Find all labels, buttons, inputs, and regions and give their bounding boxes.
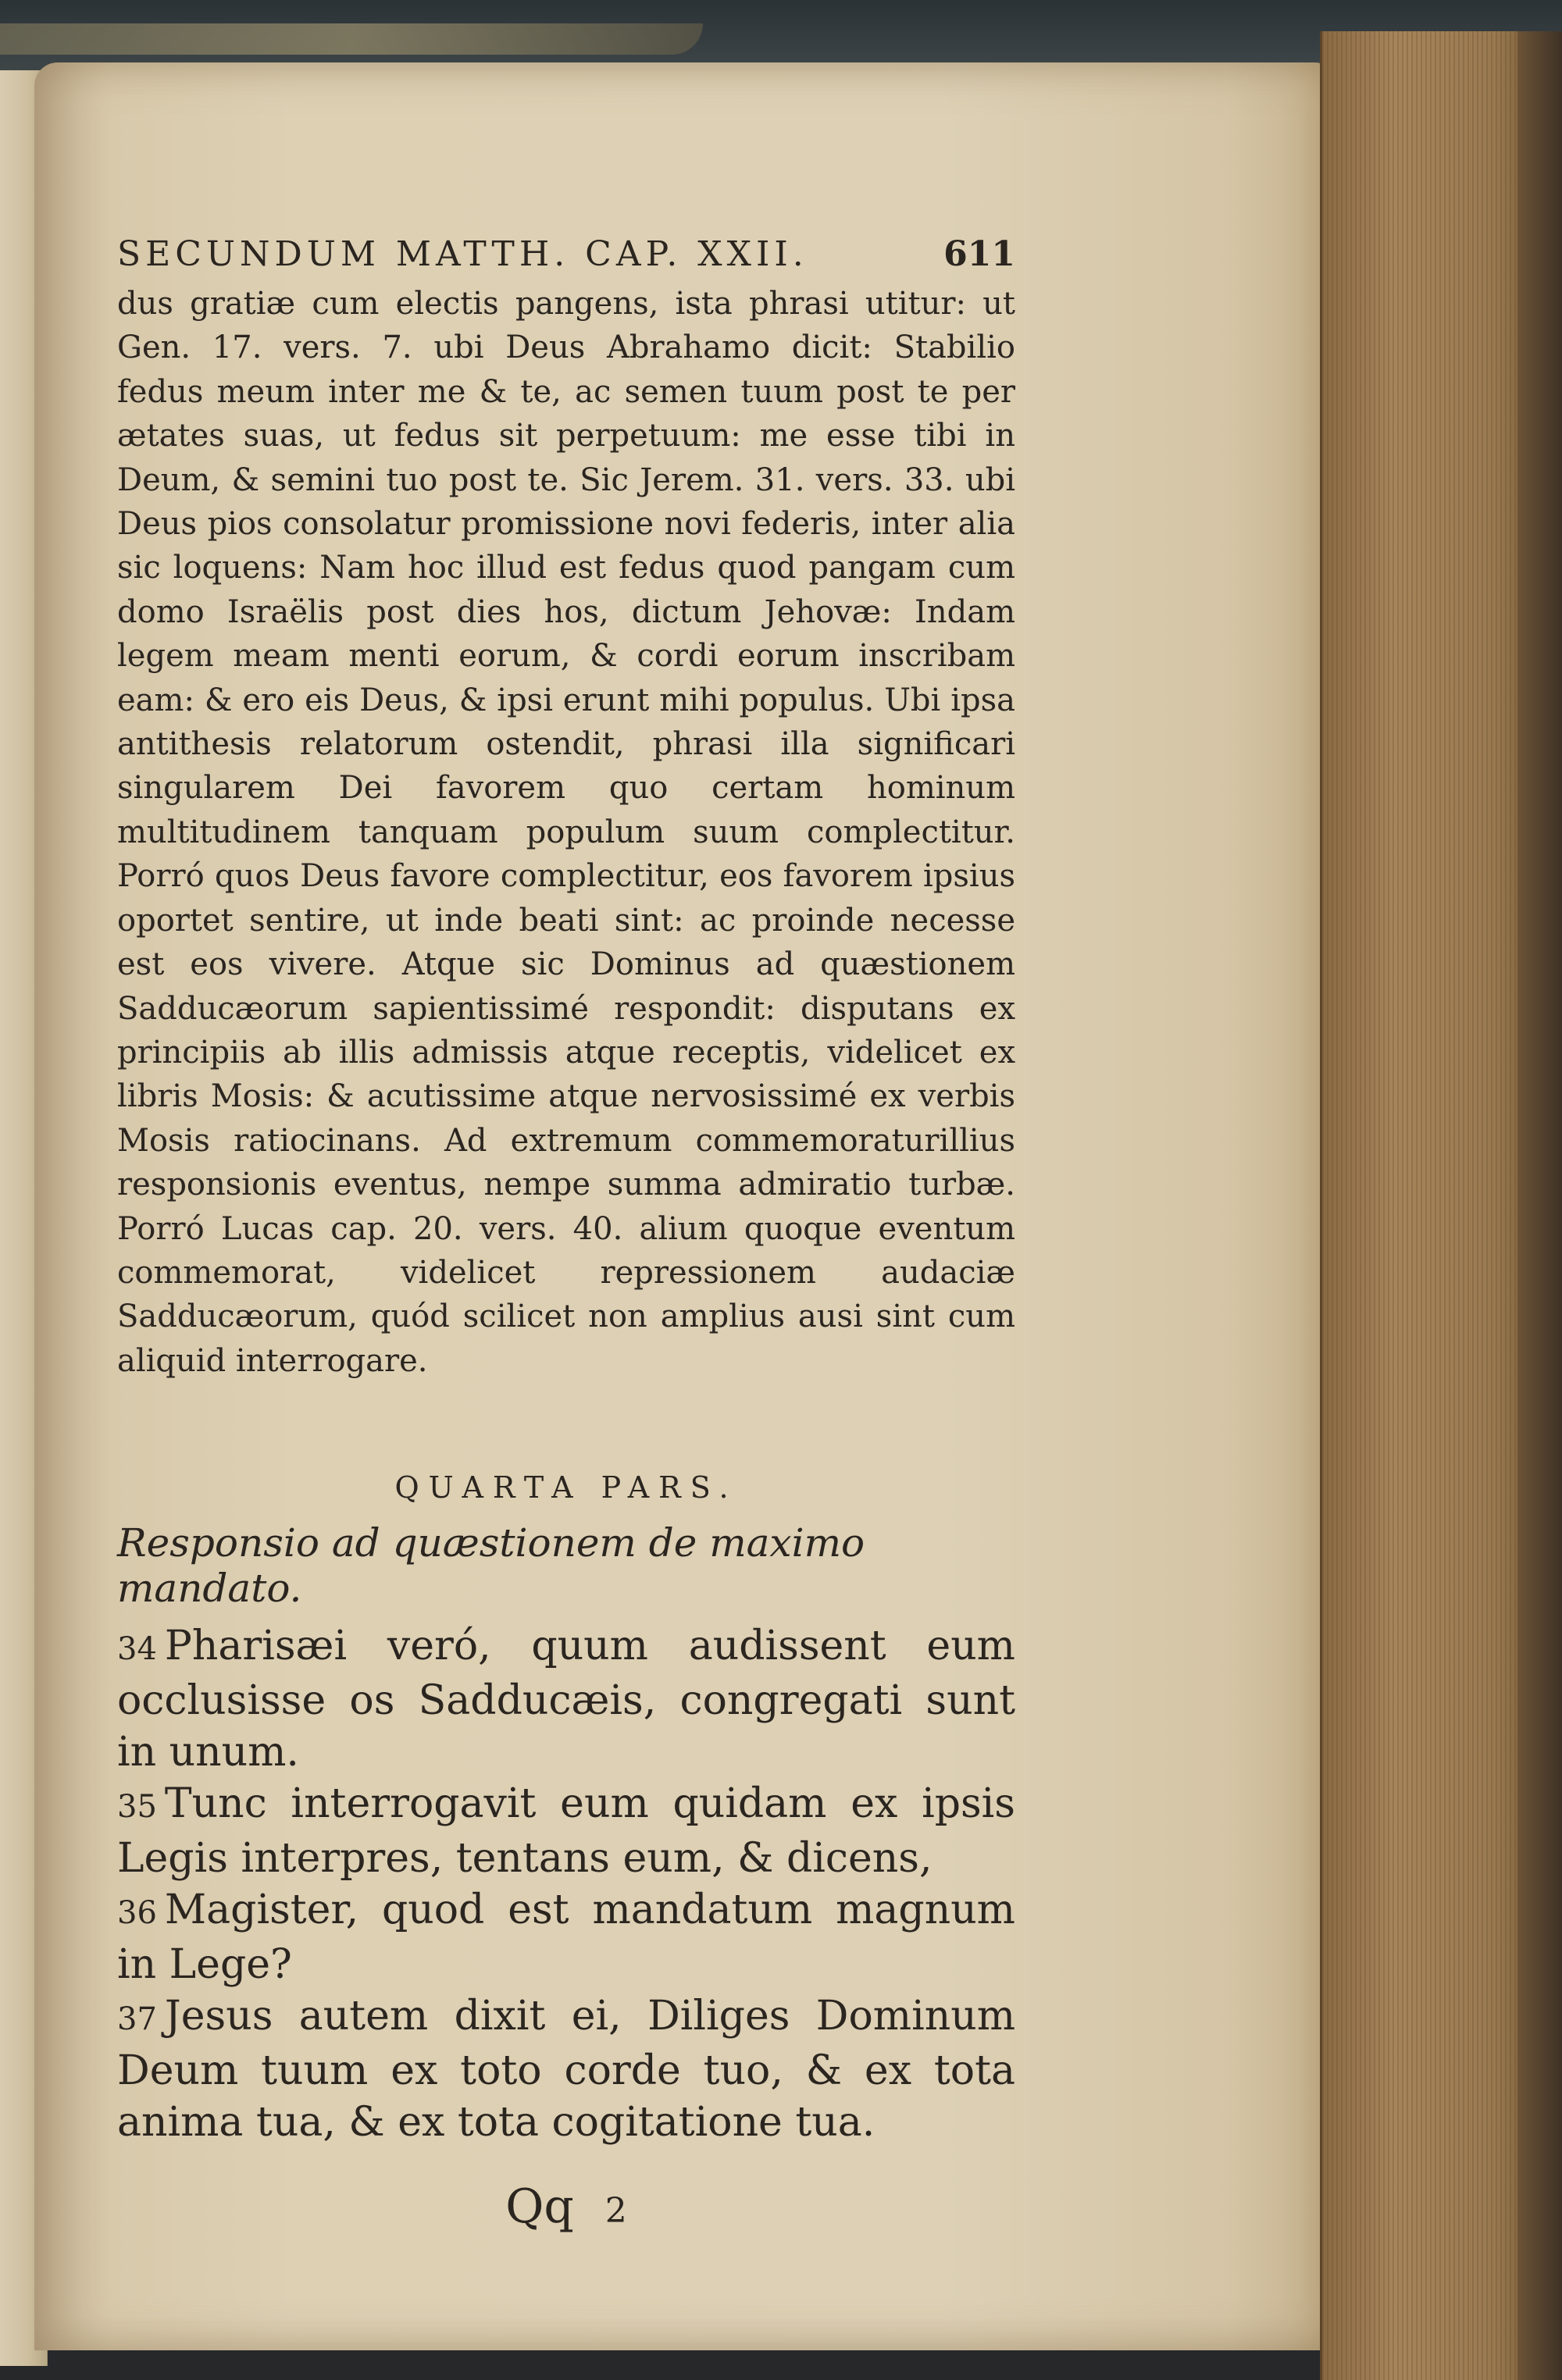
- verse-36: [117, 1884, 1015, 1990]
- signature-number: 2: [604, 2191, 627, 2232]
- section-rubric: Responsio ad quæstionem de maximo mandato.: [117, 1520, 865, 1612]
- book-fore-edge: [1320, 31, 1562, 2380]
- section-title: QUARTA PARS.: [394, 1470, 738, 1505]
- verse-text: Pharisæi veró, quum audissent eum occlusisse os Sadducæis, congregati sunt in unum.: [117, 1623, 1015, 1776]
- verse-number: 36: [117, 1895, 157, 1932]
- folio-number: 611: [943, 234, 1015, 274]
- running-head-title: SECUNDUM MATTH. CAP. XXII.: [117, 234, 808, 274]
- verse-37: [117, 1990, 1015, 2148]
- signature-mark: [117, 2179, 1015, 2234]
- signature-letters: Qq: [505, 2179, 574, 2235]
- cover-gilt-edge: [0, 23, 703, 55]
- verse-number: 34: [117, 1631, 157, 1668]
- verse-number: 37: [117, 2001, 157, 2038]
- verse-34: [117, 1620, 1015, 1778]
- verse-number: 35: [117, 1789, 157, 1826]
- verse-text: Magister, quod est mandatum magnum in Lege?: [117, 1887, 1015, 1989]
- verse-text: Jesus autem dixit ei, Diliges Dominum Deum tuum ex toto corde tuo, & ex tota anima tua, & ex tota cogitatione tua.: [117, 1993, 1015, 2147]
- verse-35: [117, 1778, 1015, 1884]
- commentary-paragraph: dus gratiæ cum electis pangens, ista phrasi utitur: ut Gen. 17. vers. 7. ubi Deus Abrahamo dicit: Stabilio fedus meum inter me & te, ac semen tuum post te per ætates suas, ut fedus sit perpetuum: me esse tibi in Deum, & semini tuo post te. Sic Jerem. 31. vers. 33. ubi Deus pios consolatur promissione novi federis, inter alia sic loquens: Nam hoc illud est fedus quod pangam cum domo Israëlis post dies hos, dictum Jehovæ: Indam legem meam menti eorum, & cordi eorum inscribam eam: & ero eis Deus, & ipsi erunt mihi populus. Ubi ipsa antithesis relatorum ostendit, phrasi illa significari singularem Dei favorem quo certam hominum multitudinem tanquam populum suum complectitur. Porró quos Deus favore complectitur, eos favorem ipsius oportet sentire, ut inde beati sint: ac proinde necesse est eos vivere. Atque sic Dominus ad quæstionem Sadducæorum sapientissimé respondit: disputans ex principiis ab illis admissis atque receptis, videlicet ex libris Mosis: & acutissime atque nervosissimé ex verbis Mosis ratiocinans. Ad extremum commemoraturillius responsionis eventus, nempe summa admiratio turbæ. Porró Lucas cap. 20. vers. 40. alium quoque eventum commemorat, videlicet repressionem audaciæ Sadducæorum, quód scilicet non amplius ausi sint cum aliquid interrogare.: [117, 286, 1015, 1379]
- verse-text: Tunc interrogavit eum quidam ex ipsis Legis interpres, tentans eum, & dicens,: [117, 1780, 1015, 1883]
- running-head: [117, 234, 1015, 274]
- page-text: [117, 234, 1015, 2234]
